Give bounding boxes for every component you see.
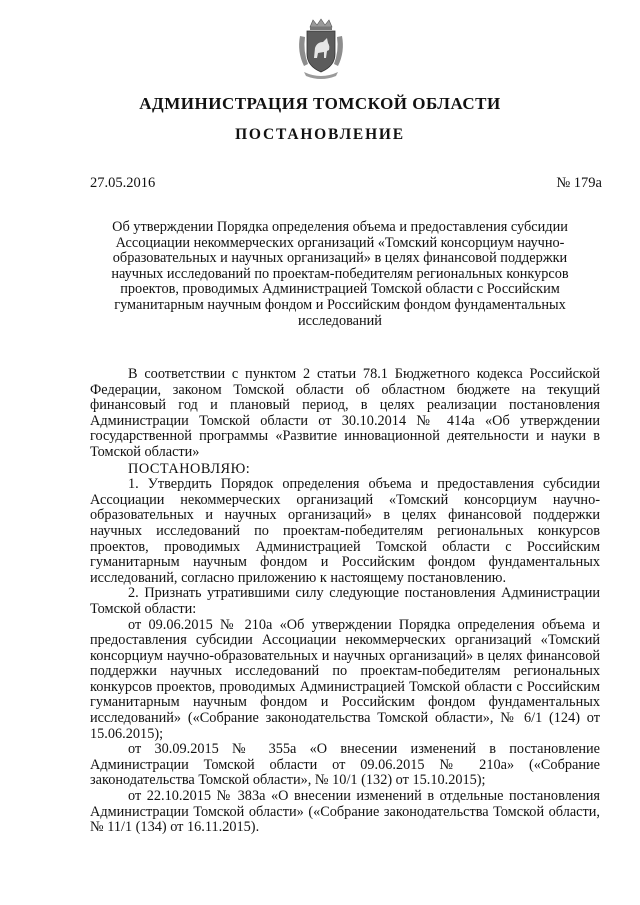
item-2b-paragraph: от 30.09.2015 № 355а «О внесении изменений в постановление Администрации Томской области от 09.06.2015 № 210а» («Собрание законодательства Томской области», № 10/1 (132) от 15.10.2015); (90, 741, 600, 789)
preamble-paragraph: В соответствии с пунктом 2 статьи 78.1 Бюджетного кодекса Российской Федерации, законом Томской области об областном бюджете на текущий финансовый год и плановый период, в целях реализации постановления Администрации Томской области от 30.10.2014 № 414а «Об утверждении государственной программы «Развитие инновационной деятельности и науки в Томской области» (90, 366, 600, 460)
coat-of-arms-icon (296, 18, 346, 80)
item-2c-paragraph: от 22.10.2015 № 383а «О внесении изменений в отдельные постановления Администрации Томской области» («Собрание законодательства Томской области, № 11/1 (134) от 16.11.2015). (90, 788, 600, 836)
document-subject: Об утверждении Порядка определения объема и предоставления субсидии Ассоциации некоммерческих организаций «Томский консорциум научно-образовательных и научных организаций» в целях финансовой поддержки научных исследований по проектам-победителям региональных конкурсов проектов, проводимых Администрацией Томской области с Российским гуманитарным научным фондом и Российским фондом фундаментальных исследований (111, 219, 569, 329)
decree-word: ПОСТАНОВЛЯЮ: (128, 460, 251, 477)
item-2a-paragraph: от 09.06.2015 № 210а «Об утверждении Порядка определения объема и предоставления субсидии Ассоциации некоммерческих организаций «Томский консорциум научно-образовательных и научных организаций» в целях финансовой поддержки научных исследований по проектам-победителям региональных конкурсов проектов, проводимых Администрацией Томской области с Российским гуманитарным научным фондом и Российским фондом фундаментальных исследований» («Собрание законодательства Томской области», № 6/1 (124) от 15.06.2015); (90, 616, 600, 742)
item-2-paragraph: 2. Признать утратившими силу следующие постановления Администрации Томской области: (90, 585, 600, 617)
document-date: 27.05.2016 (90, 175, 156, 191)
item-1-paragraph: 1. Утвердить Порядок определения объема и предоставления субсидии Ассоциации некоммерческих организаций «Томский консорциум научно-образовательных и научных организаций» в целях финансовой поддержки научных исследований по проектам-победителям региональных конкурсов проектов, проводимых Администрацией Томской области с Российским гуманитарным научным фондом и Российским фондом фундаментальных исследований, согласно приложению к настоящему постановлению. (90, 476, 600, 586)
document-body (90, 367, 600, 836)
organization-title: АДМИНИСТРАЦИЯ ТОМСКОЙ ОБЛАСТИ (139, 94, 501, 113)
document-number: № 179а (556, 175, 602, 191)
document-type-title: ПОСТАНОВЛЕНИЕ (235, 126, 405, 143)
